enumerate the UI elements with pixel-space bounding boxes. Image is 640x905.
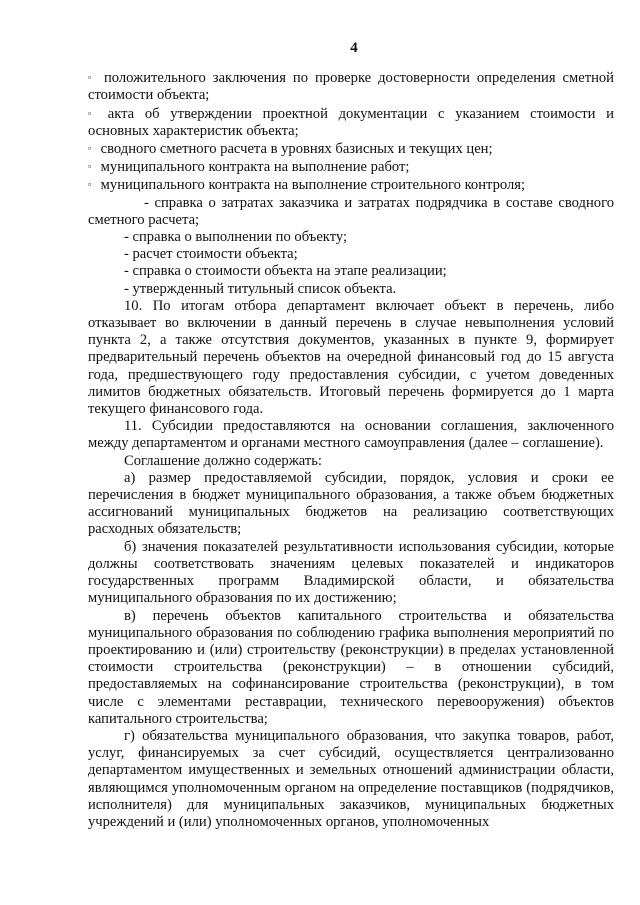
bullet-icon: ▫: [88, 179, 92, 190]
bullet-text: муниципального контракта на выполнение строительного контроля;: [100, 177, 526, 194]
bullet-icon: ▫: [88, 107, 92, 118]
paragraph-10: 10. По итогам отбора департамент включает объект в перечень, либо отказывает во включении в данный перечень в случае невыполнения условий пункта 2, а также отсутствия документов, указанных в пункте 9, формирует предварительный перечень объектов на очередной финансовый год до 15 августа года, предшествующего году предоставления субсидии, с учетом доведенных лимитов бюджетных обязательств. Итоговый перечень формируется до 1 марта текущего финансового года.: [88, 297, 614, 418]
bullet-item-2: [88, 105, 614, 140]
bullet-icon: ▫: [88, 72, 92, 83]
dash-item-3: - справка о стоимости объекта на этапе реализации;: [124, 263, 447, 280]
page-number: 4: [350, 40, 358, 56]
dash-item-2: - расчет стоимости объекта;: [124, 246, 298, 263]
dash-item-1: - справка о выполнении по объекту;: [124, 229, 348, 246]
bullet-item-1: [88, 69, 614, 104]
document-page: [88, 40, 614, 831]
agreement-item-a: а) размер предоставляемой субсидии, порядок, условия и сроки ее перечисления в бюджет муниципального образования, а также объем бюджетных ассигнований муниципальных бюджетов на реализацию соответствующих расходных обязательств;: [88, 469, 614, 538]
bullet-text: муниципального контракта на выполнение работ;: [100, 159, 410, 176]
bullet-text: сводного сметного расчета в уровнях базисных и текущих цен;: [100, 141, 493, 158]
agreement-item-v: в) перечень объектов капитального строительства и обязательства муниципального образования по соблюдению графика выполнения мероприятий по проектированию и (или) строительству (реконструкции) в пределах установленной стоимости строительства (реконструкции) – в отношении субсидий, предоставляемых на софинансирование строительства (реконструкции), в том числе с элементами реставрации, технического перевооружения) объектов капитального строительства;: [88, 607, 614, 727]
bullet-item-3: [88, 140, 614, 158]
bullet-icon: ▫: [88, 161, 92, 172]
agreement-item-g: г) обязательства муниципального образования, что закупка товаров, работ, услуг, финансируемых за счет субсидий, осуществляется централизованно департаментом имущественных и земельных отношений администрации области, являющимся уполномоченным органом на определение поставщиков (подрядчиков, исполнителя) для муниципальных заказчиков, муниципальных бюджетных учреждений и (или) уполномоченных органов, уполномоченных: [88, 727, 614, 830]
bullet-text: положительного заключения по проверке достоверности определения сметной стоимости объекта;: [88, 70, 614, 104]
bullet-text: акта об утверждении проектной документации с указанием стоимости и основных характеристик объекта;: [88, 105, 614, 139]
bullet-icon: ▫: [88, 143, 92, 154]
dash-item-costs: - справка о затратах заказчика и затратах подрядчика в составе сводного сметного расчета;: [88, 194, 614, 228]
agreement-intro: Соглашение должно содержать:: [124, 452, 322, 469]
dash-item-4: - утвержденный титульный список объекта.: [124, 280, 397, 297]
bullet-item-4: [88, 158, 614, 176]
agreement-item-b: б) значения показателей результативности использования субсидии, которые должны соответствовать значениям целевых показателей и индикаторов государственных программ Владимирской области, и обязательства муниципального образования по их достижению;: [88, 538, 614, 607]
bullet-item-5: [88, 176, 614, 194]
paragraph-11: 11. Субсидии предоставляются на основании соглашения, заключенного между департаментом и органами местного самоуправления (далее – соглашение).: [88, 418, 614, 452]
